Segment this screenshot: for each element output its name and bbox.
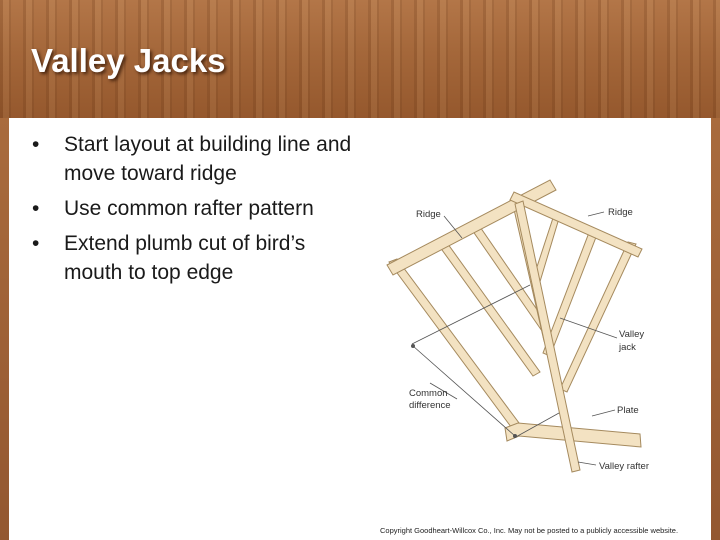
slide-title: Valley Jacks (31, 42, 226, 79)
valley-jacks-diagram (380, 170, 650, 480)
common-rafter (437, 240, 540, 376)
bullet-dot: • (32, 197, 40, 220)
copyright-notice: Copyright Goodheart-Willcox Co., Inc. May not be posted to a publicly accessible website. (380, 526, 679, 535)
bullet-dot: • (32, 133, 40, 156)
bullet-item (30, 229, 360, 287)
bullet-item (30, 130, 360, 188)
valley-jack (560, 242, 636, 392)
label-valley-jack-line1: Valley (619, 329, 645, 340)
label-ridge-left: Ridge (416, 209, 441, 220)
bullet-text: Extend plumb cut of bird’s mouth to top edge (64, 232, 306, 284)
label-valley-jack-line2: jack (619, 342, 636, 353)
bullet-item (30, 194, 360, 223)
label-valley-rafter: Valley rafter (599, 461, 649, 472)
label-plate: Plate (617, 405, 639, 416)
label-common-difference-line2: difference (409, 400, 451, 411)
label-common-difference-line1: Common (409, 388, 448, 399)
bullet-text: Use common rafter pattern (64, 197, 314, 220)
frame-left (0, 118, 9, 540)
label-ridge-right: Ridge (608, 207, 633, 218)
bullet-list (30, 130, 360, 293)
frame-right (711, 118, 720, 540)
lumber-framing (387, 180, 645, 472)
bullet-dot: • (32, 232, 40, 255)
bullet-text: Start layout at building line and move toward ridge (64, 133, 352, 185)
